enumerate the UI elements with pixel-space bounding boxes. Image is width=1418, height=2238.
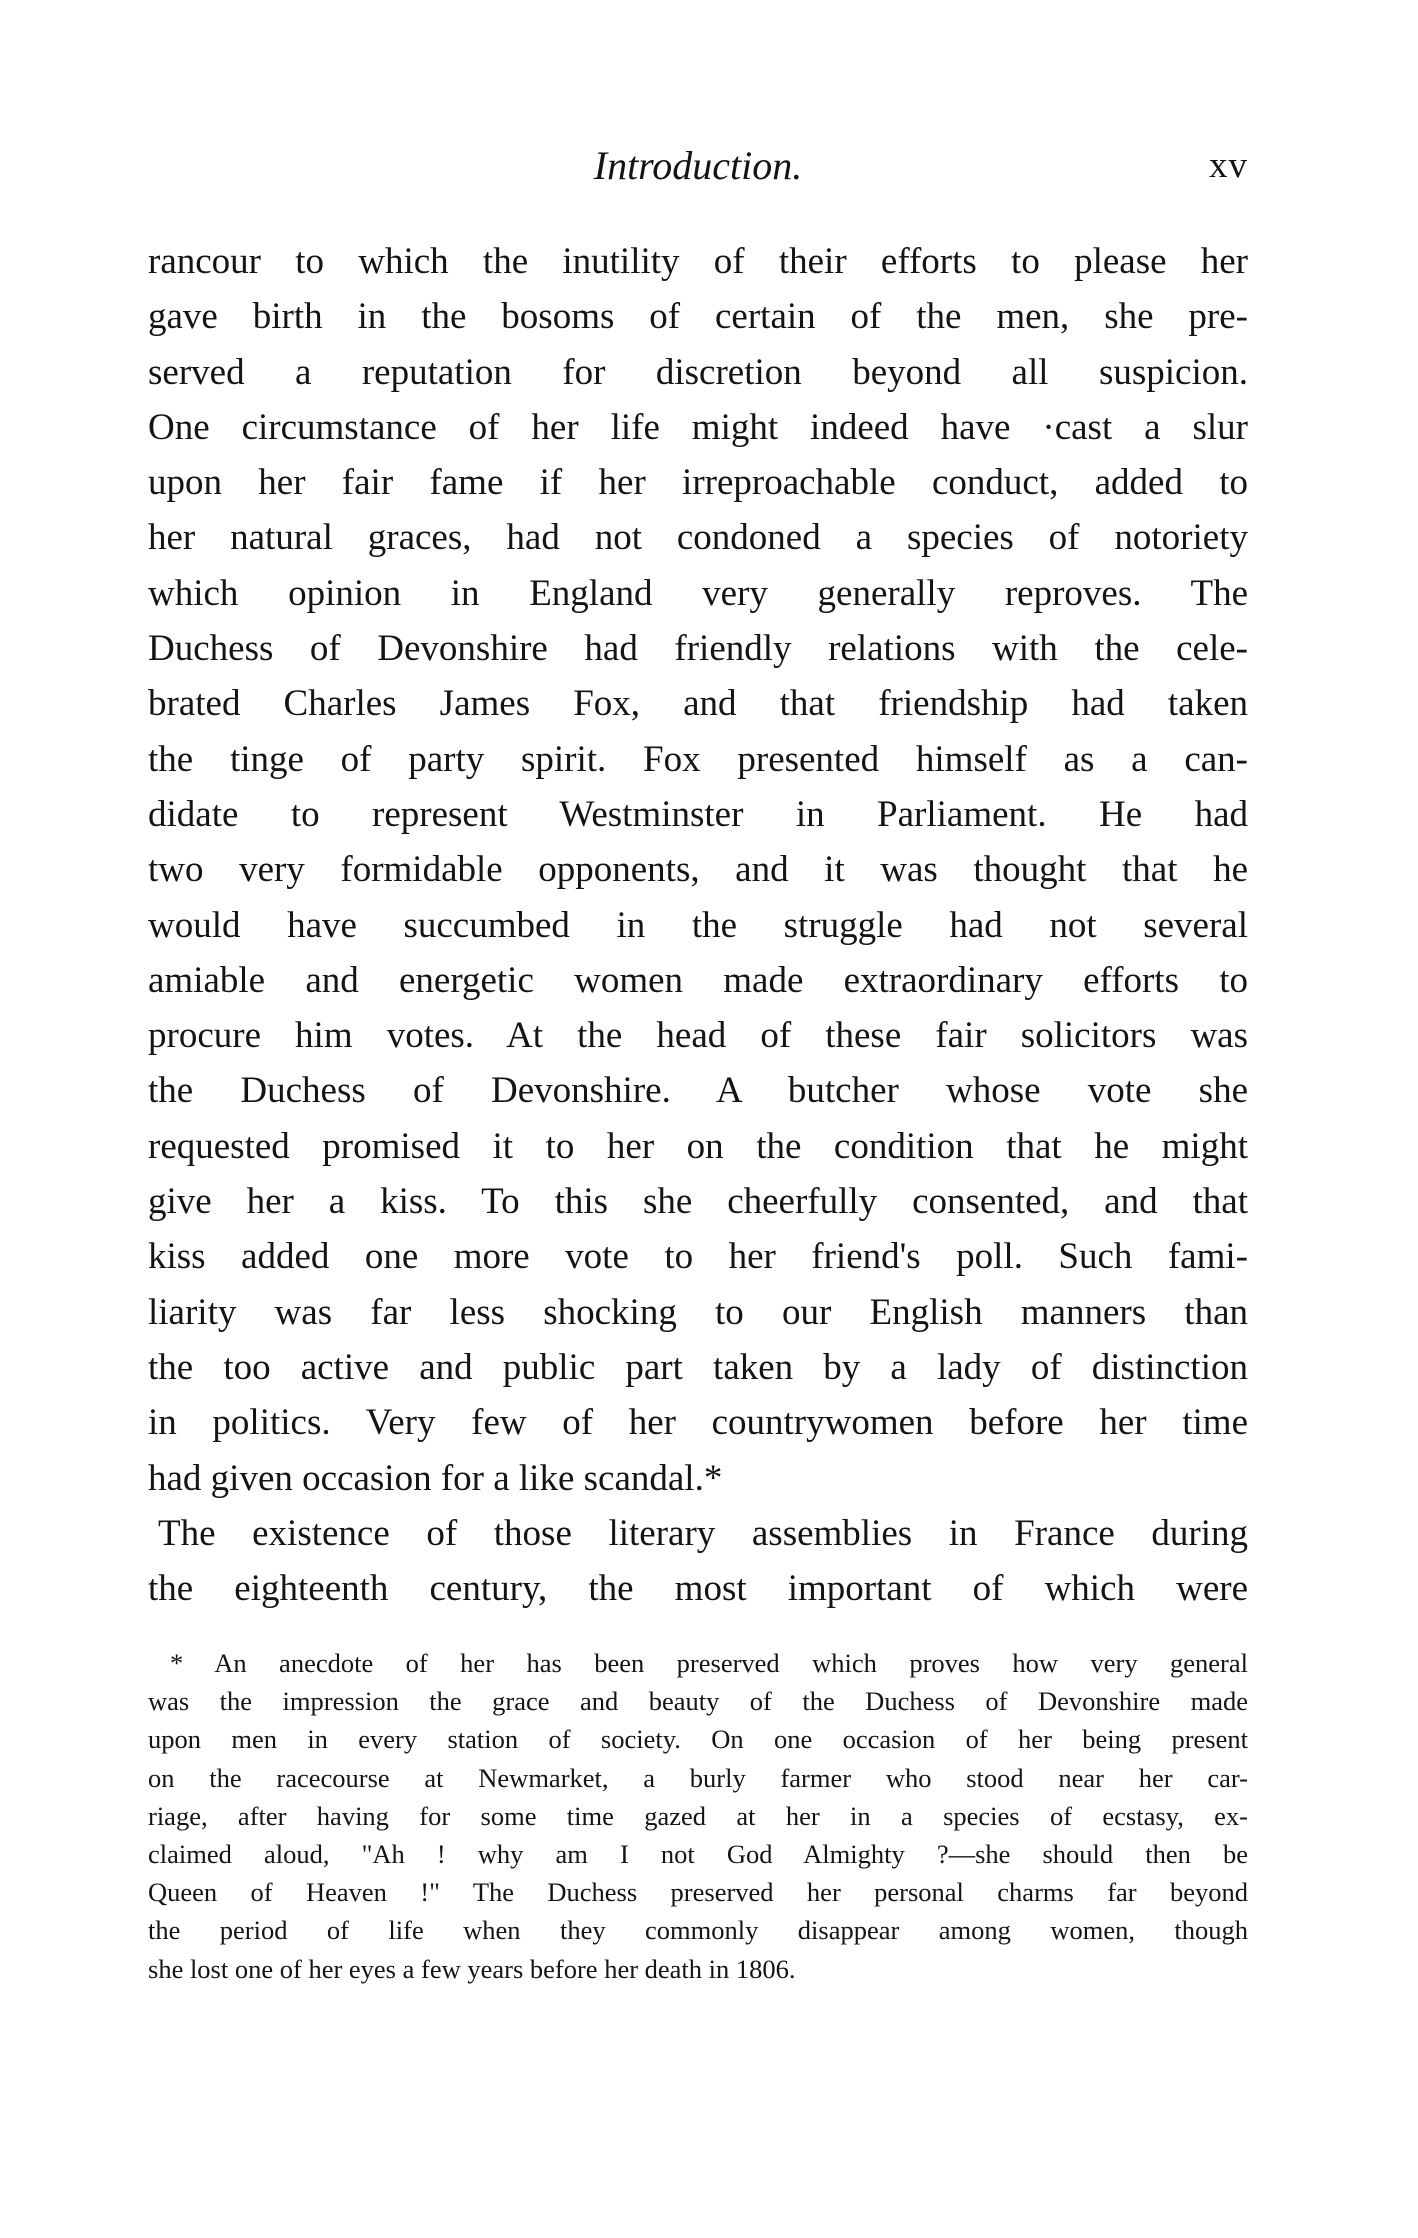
body-line: had given occasion for a like scandal.* (148, 1457, 723, 1499)
footnote-line: on the racecourse at Newmarket, a burly farmer who stood near her car- (148, 1762, 1248, 1793)
body-line: the tinge of party spirit. Fox presented himself as a can- (148, 738, 1248, 780)
body-line: the eighteenth century, the most important of which were (148, 1568, 1248, 1610)
running-head (148, 138, 1248, 194)
footnote (148, 1644, 1248, 1988)
body-line: kiss added one more vote to her friend's poll. Such fami- (148, 1236, 1248, 1278)
body-line: amiable and energetic women made extraordinary efforts to (148, 959, 1248, 1001)
body-line: the Duchess of Devonshire. A butcher whose vote she (148, 1070, 1248, 1112)
page-number: xv (1209, 145, 1248, 186)
body-line: procure him votes. At the head of these fair solicitors was (148, 1015, 1248, 1057)
body-line: upon her fair fame if her irreproachable conduct, added to (148, 462, 1248, 504)
body-line: Duchess of Devonshire had friendly relations with the cele- (148, 628, 1248, 670)
body-line: would have succumbed in the struggle had not several (148, 904, 1248, 946)
body-line: give her a kiss. To this she cheerfully consented, and that (148, 1181, 1248, 1223)
body-line: which opinion in England very generally reproves. The (148, 572, 1248, 614)
body-line: in politics. Very few of her countrywomen before her time (148, 1402, 1248, 1444)
footnote-line: was the impression the grace and beauty of the Duchess of Devonshire made (148, 1686, 1248, 1717)
body-line: gave birth in the bosoms of certain of the men, she pre- (148, 296, 1248, 338)
footnote-line: riage, after having for some time gazed at her in a species of ecstasy, ex- (148, 1800, 1248, 1831)
footnote-line: * An anecdote of her has been preserved which proves how very general (170, 1648, 1248, 1678)
body-line: two very formidable opponents, and it was thought that he (148, 849, 1248, 891)
footnote-line: claimed aloud, "Ah ! why am I not God Almighty ?—she should then be (148, 1838, 1248, 1869)
body-line: liarity was far less shocking to our English manners than (148, 1291, 1248, 1333)
paragraph-start-line: The existence of those literary assemblies in France during (158, 1512, 1248, 1554)
footnote-line: the period of life when they commonly disappear among women, though (148, 1915, 1248, 1946)
footnote-line: she lost one of her eyes a few years before her death in 1806. (148, 1953, 796, 1984)
body-line: served a reputation for discretion beyond all suspicion. (148, 351, 1248, 393)
body-text (148, 234, 1248, 1616)
running-title: Introduction. (593, 143, 803, 188)
body-line: rancour to which the inutility of their efforts to please her (148, 241, 1248, 282)
footnote-line: upon men in every station of society. On one occasion of her being present (148, 1724, 1248, 1755)
footnote-line: Queen of Heaven !" The Duchess preserved her personal charms far beyond (148, 1877, 1248, 1908)
body-line: the too active and public part taken by a lady of distinction (148, 1346, 1248, 1388)
body-line: didate to represent Westminster in Parliament. He had (148, 793, 1248, 835)
body-line: One circumstance of her life might indeed have ·cast a slur (148, 406, 1248, 448)
body-line: brated Charles James Fox, and that friendship had taken (148, 683, 1248, 725)
body-line: requested promised it to her on the condition that he might (148, 1125, 1248, 1167)
body-line: her natural graces, had not condoned a species of notoriety (148, 517, 1248, 559)
